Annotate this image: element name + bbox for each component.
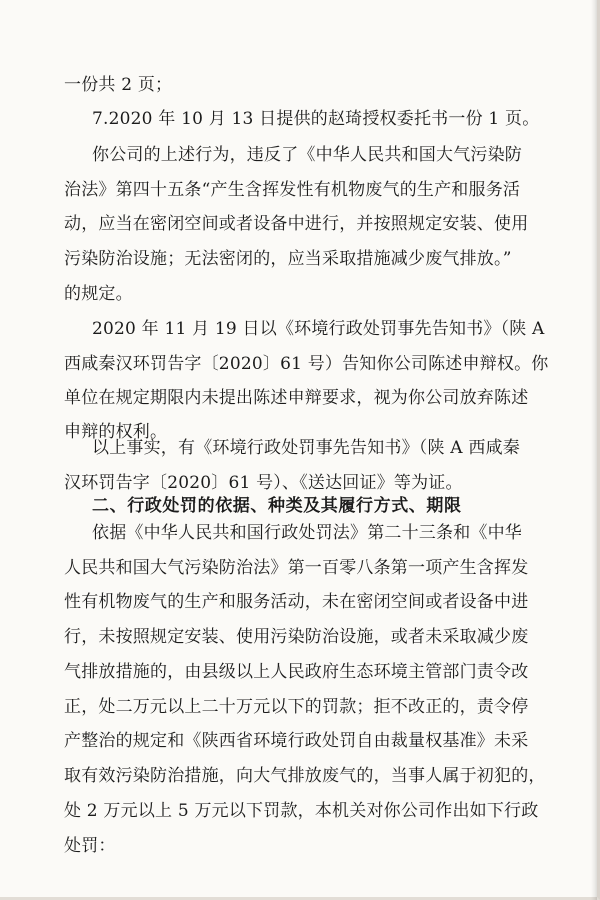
section-heading: 二、行政处罚的依据、种类及其履行方式、期限: [92, 496, 462, 516]
paragraph-line: 7.2020 年 10 月 13 日提供的赵琦授权委托书一份 1 页。: [92, 109, 540, 129]
paragraph-line: 依据《中华人民共和国行政处罚法》第二十三条和《中华: [92, 523, 522, 543]
paragraph-line: 汉环罚告字〔2020〕61 号）、《送达回证》等为证。: [64, 473, 463, 493]
paragraph-line: 以上事实，有《环境行政处罚事先告知书》（陕 A 西咸秦: [92, 438, 520, 458]
paragraph-line: 污染防治设施；无法密闭的，应当采取措施减少废气排放。”: [64, 249, 512, 269]
paragraph-line: 的规定。: [64, 284, 133, 304]
paragraph-line: 行，未按照规定安装、使用污染防治设施，或者未采取减少废: [64, 627, 529, 647]
paragraph-line: 你公司的上述行为，违反了《中华人民共和国大气污染防: [92, 145, 522, 165]
paragraph-line: 性有机物废气的生产和服务活动，未在密闭空间或者设备中进: [64, 592, 529, 612]
paragraph-line: 单位在规定期限内未提出陈述申辩要求，视为你公司放弃陈述: [64, 388, 529, 408]
paragraph-line: 取有效污染防治措施，向大气排放废气的，当事人属于初犯的，: [64, 766, 546, 786]
paragraph-line: 一份共 2 页；: [64, 75, 173, 95]
paragraph-line: 治法》第四十五条“产生含挥发性有机物废气的生产和服务活: [64, 180, 521, 200]
paragraph-line: 产整治的规定和《陕西省环境行政处罚自由裁量权基准》未采: [64, 731, 529, 751]
paragraph-line: 西咸秦汉环罚告字〔2020〕61 号）告知你公司陈述申辩权。你: [64, 354, 549, 374]
paragraph-line: 正，处二万元以上二十万元以下的罚款；拒不改正的，责令停: [64, 697, 529, 717]
paragraph-line: 人民共和国大气污染防治法》第一百零八条第一项产生含挥发: [64, 558, 529, 578]
paragraph-line: 处 2 万元以上 5 万元以下罚款，本机关对你公司作出如下行政: [64, 801, 539, 821]
paragraph-line: 动，应当在密闭空间或者设备中进行，并按照规定安装、使用: [64, 214, 529, 234]
paragraph-line: 2020 年 11 月 19 日以《环境行政处罚事先告知书》（陕 A: [92, 319, 545, 339]
paragraph-line: 气排放措施的，由县级以上人民政府生态环境主管部门责令改: [64, 662, 529, 682]
paragraph-line: 处罚：: [64, 836, 116, 856]
paragraph-line: 申辩的权利。: [64, 422, 168, 442]
